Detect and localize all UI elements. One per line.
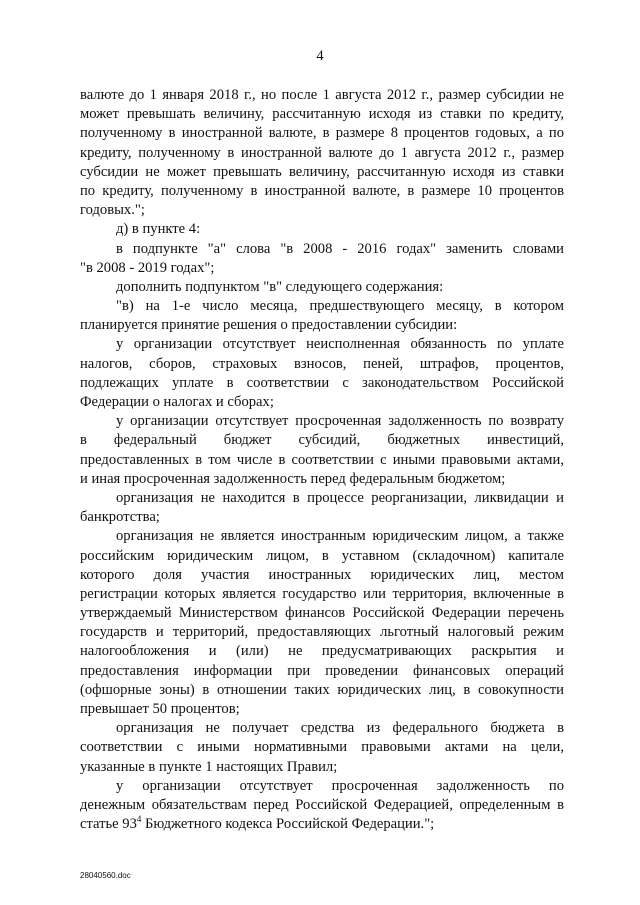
text-line: годовых.";	[80, 202, 145, 219]
text-line: может превышать величину, рассчитанную исходя из ставки по кредиту,	[80, 106, 564, 123]
text-line: денежным обязательствам перед Российской Федерацией, определенным в	[80, 796, 564, 813]
text-line: предоставленных в том числе в соответствии с иными правовыми актами,	[80, 451, 564, 468]
text-line: которого доля участия иностранных юридических лиц, местом	[80, 566, 564, 583]
text-line: в подпункте "а" слова "в 2008 - 2016 годах" заменить словами	[116, 240, 564, 257]
text-line: государств и территорий, предоставляющих льготный налоговый режим	[80, 624, 564, 641]
text-line: "в) на 1-е число месяца, предшествующего месяцу, в котором	[116, 298, 564, 315]
text-line: превышает 50 процентов;	[80, 701, 240, 717]
text-line: у организации отсутствует просроченная задолженность по возврату	[116, 413, 564, 430]
text-line: в федеральный бюджет субсидий, бюджетных инвестиций,	[80, 432, 564, 449]
text-line: организация не получает средства из федерального бюджета в	[116, 720, 564, 737]
text-line: соответствии с иными нормативными правовыми актами на цели,	[80, 739, 564, 756]
text-line: д) в пункте 4:	[116, 221, 201, 238]
text-line: указанные в пункте 1 настоящих Правил;	[80, 758, 338, 775]
text-line: подлежащих уплате в соответствии с законодательством Российской	[80, 374, 564, 391]
text-line	[80, 815, 564, 834]
text-line: "в 2008 - 2019 годах";	[80, 259, 215, 276]
text-line: у организации отсутствует неисполненная обязанность по уплате	[116, 336, 564, 353]
text-line: российским юридическим лицом, в уставном (складочном) капитале	[80, 547, 564, 564]
text-line: по кредиту, полученному в иностранной валюте, в размере 10 процентов	[80, 182, 564, 199]
text-line: у организации отсутствует просроченная задолженность по	[116, 777, 564, 794]
text-line: утверждаемый Министерством финансов Российской Федерации перечень	[80, 605, 564, 622]
text-line: Федерации о налогах и сборах;	[80, 394, 274, 410]
text-line: налогов, сборов, страховых взносов, пеней, штрафов, процентов,	[80, 355, 564, 372]
text-line: предоставления информации при проведении финансовых операций	[80, 662, 564, 679]
text-fragment: статье 93	[80, 816, 137, 833]
text-line: планируется принятие решения о предоставлении субсидии:	[80, 317, 458, 334]
text-line: банкротства;	[80, 509, 160, 526]
text-line: валюте до 1 января 2018 г., но после 1 августа 2012 г., размер субсидии не	[80, 87, 564, 103]
page-number: 4	[316, 48, 324, 64]
text-line: полученному в иностранной валюте, в размере 8 процентов годовых, а по	[80, 125, 564, 142]
superscript: 4	[136, 815, 142, 825]
footer-filename: 28040560.doc	[80, 871, 131, 880]
text-line: дополнить подпунктом "в" следующего содержания:	[116, 278, 444, 295]
text-line: (офшорные зоны) в отношении таких юридических лиц, в совокупности	[80, 681, 564, 698]
text-line: регистрации которых является государство или территория, включенные в	[80, 585, 564, 602]
text-fragment: Бюджетного кодекса Российской Федерации.";	[141, 816, 435, 833]
text-line: субсидии не может превышать величину, рассчитанную исходя из ставки	[80, 163, 564, 180]
text-line: налогообложения и (или) не предусматривающих раскрытия и	[80, 643, 564, 660]
document-body	[80, 86, 564, 834]
text-line: организация не является иностранным юридическим лицом, а также	[116, 528, 564, 545]
text-line: кредиту, полученному в иностранной валюте до 1 августа 2012 г., размер	[80, 144, 564, 161]
text-line: и иная просроченная задолженность перед федеральным бюджетом;	[80, 470, 506, 487]
text-line: организация не находится в процессе реорганизации, ликвидации и	[116, 489, 564, 506]
